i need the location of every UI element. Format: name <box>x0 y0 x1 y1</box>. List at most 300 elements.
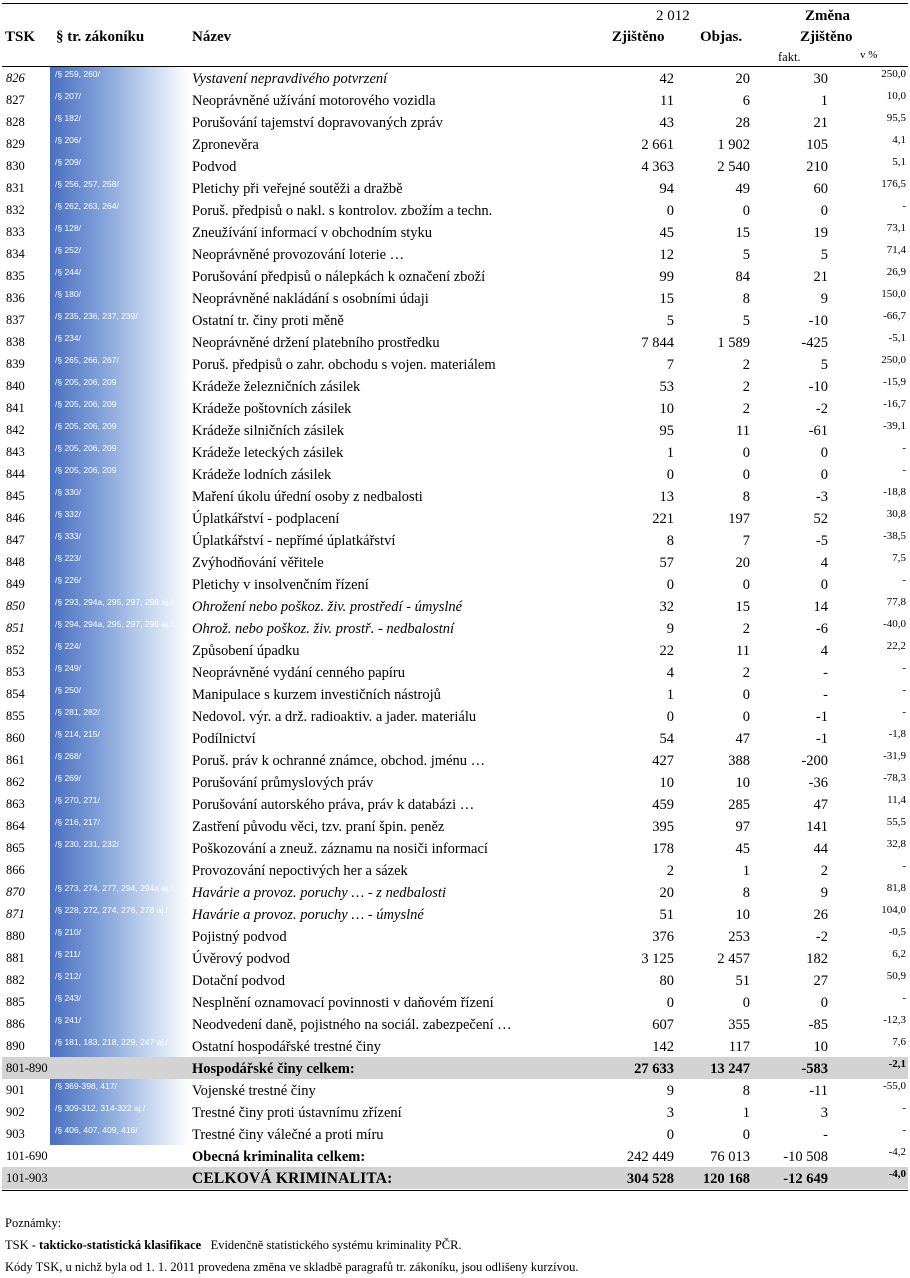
tsk-code: 866 <box>6 863 25 877</box>
table-row <box>2 89 908 111</box>
value-zmena-fakt: 105 <box>806 137 828 153</box>
tsk-code: 880 <box>6 929 25 943</box>
table-row <box>2 485 908 507</box>
paragraph-ref: /§ 223/ <box>55 553 81 563</box>
value-objasneno: 97 <box>735 819 750 835</box>
crime-name: Neoprávněné provozování loterie … <box>192 247 405 263</box>
table-row <box>2 595 908 617</box>
value-objasneno: 5 <box>742 247 750 263</box>
value-objasneno: 117 <box>728 1039 750 1055</box>
crime-name: Úvěrový podvod <box>192 951 290 967</box>
crime-name: Podílnictví <box>192 731 256 747</box>
value-zjisteno: 22 <box>659 643 674 659</box>
table-row <box>2 1035 908 1057</box>
paragraph-ref: /§ 211/ <box>55 949 81 959</box>
value-zjisteno: 20 <box>659 885 674 901</box>
paragraph-ref: /§ 206/ <box>55 135 81 145</box>
paragraph-ref: /§ 212/ <box>55 971 81 981</box>
value-zmena-pct: 77,8 <box>886 596 906 608</box>
value-zmena-fakt: -10 <box>808 379 828 395</box>
value-zmena-pct: 250,0 <box>881 354 906 366</box>
value-zmena-pct: - <box>902 992 906 1004</box>
value-zjisteno: 3 <box>666 1105 674 1121</box>
value-objasneno: 20 <box>735 555 750 571</box>
value-zmena-fakt: -1 <box>815 731 828 747</box>
value-zmena-fakt: 30 <box>813 71 828 87</box>
tsk-code: 834 <box>6 247 25 261</box>
paragraph-ref: /§ 262, 263, 264/ <box>55 201 119 211</box>
paragraph-ref: /§ 293, 294a, 295, 297, 298 aj./ <box>55 597 173 607</box>
table-row <box>2 1079 908 1101</box>
value-zmena-fakt: -583 <box>801 1061 828 1077</box>
value-zjisteno: 0 <box>666 995 674 1011</box>
tsk-code: 851 <box>6 621 25 635</box>
crime-table <box>2 67 908 1189</box>
value-objasneno: 10 <box>735 775 750 791</box>
crime-name: Manipulace s kurzem investičních nástrojů <box>192 687 441 703</box>
paragraph-ref: /§ 226/ <box>55 575 81 585</box>
value-zmena-pct: -4,0 <box>888 1168 906 1180</box>
paragraph-ref: /§ 259, 260/ <box>55 69 100 79</box>
value-zmena-fakt: 0 <box>820 203 828 219</box>
value-zmena-fakt: 5 <box>820 247 828 263</box>
value-zmena-pct: -40,0 <box>883 618 906 630</box>
tsk-code: 829 <box>6 137 25 151</box>
paragraph-ref: /§ 235, 236, 237, 239/ <box>55 311 138 321</box>
paragraph-ref: /§ 406, 407, 409, 416/ <box>55 1125 138 1135</box>
value-objasneno: 2 <box>742 621 750 637</box>
paragraph-ref: /§ 256, 257, 258/ <box>55 179 119 189</box>
value-zmena-fakt: -11 <box>809 1083 828 1099</box>
table-row <box>2 1167 908 1189</box>
value-zmena-fakt: 14 <box>813 599 828 615</box>
table-row <box>2 771 908 793</box>
crime-name: Poruš. předpisů o nakl. s kontrolov. zbožím a techn. <box>192 203 493 219</box>
tsk-code: 870 <box>6 885 25 899</box>
value-zjisteno: 42 <box>659 71 674 87</box>
value-zmena-fakt: 5 <box>820 357 828 373</box>
value-objasneno: 0 <box>742 445 750 461</box>
value-objasneno: 10 <box>735 907 750 923</box>
value-zjisteno: 459 <box>652 797 674 813</box>
tsk-code: 828 <box>6 115 25 129</box>
value-zjisteno: 242 449 <box>626 1149 674 1165</box>
value-zjisteno: 3 125 <box>641 951 674 967</box>
value-objasneno: 11 <box>736 643 750 659</box>
tsk-code: 863 <box>6 797 25 811</box>
value-zmena-pct: - <box>902 464 906 476</box>
table-row <box>2 727 908 749</box>
notes-tsk-dash: - <box>28 1238 40 1252</box>
tsk-code: 837 <box>6 313 25 327</box>
header-zmena-zjisteno: Zjištěno <box>800 29 853 45</box>
value-objasneno: 120 168 <box>702 1171 750 1187</box>
value-zjisteno: 10 <box>659 401 674 417</box>
value-objasneno: 20 <box>735 71 750 87</box>
paragraph-ref: /§ 252/ <box>55 245 81 255</box>
value-zjisteno: 15 <box>659 291 674 307</box>
value-objasneno: 8 <box>742 291 750 307</box>
value-zmena-pct: -78,3 <box>883 772 906 784</box>
value-zjisteno: 0 <box>666 1127 674 1143</box>
notes-tsk-line <box>5 1234 578 1256</box>
notes-tsk-abbr: TSK <box>5 1238 29 1252</box>
value-zmena-fakt: 10 <box>813 1039 828 1055</box>
tsk-code: 901 <box>6 1083 25 1097</box>
table-row <box>2 309 908 331</box>
table-row <box>2 903 908 925</box>
value-zmena-pct: -39,1 <box>883 420 906 432</box>
paragraph-ref: /§ 209/ <box>55 157 81 167</box>
value-zmena-pct: - <box>902 200 906 212</box>
tsk-code: 855 <box>6 709 25 723</box>
value-zmena-pct: -55,0 <box>883 1080 906 1092</box>
value-zmena-pct: - <box>902 1124 906 1136</box>
header-pct: v % <box>860 49 878 61</box>
crime-name: Úplatkářství - nepřímé úplatkářství <box>192 533 396 549</box>
value-zmena-pct: -66,7 <box>883 310 906 322</box>
crime-name: Poškozování a zneuž. záznamu na nosiči informací <box>192 841 488 857</box>
value-objasneno: 1 902 <box>717 137 750 153</box>
table-row <box>2 617 908 639</box>
value-objasneno: 1 <box>742 863 750 879</box>
value-zmena-fakt: 52 <box>813 511 828 527</box>
value-zmena-fakt: -3 <box>815 489 828 505</box>
tsk-code: 844 <box>6 467 25 481</box>
value-zmena-pct: 7,5 <box>892 552 906 564</box>
table-row <box>2 881 908 903</box>
paragraph-cell-background <box>50 859 190 881</box>
table-row <box>2 177 908 199</box>
value-zmena-pct: - <box>902 574 906 586</box>
tsk-code: 826 <box>6 71 25 85</box>
table-row <box>2 199 908 221</box>
bottom-rule <box>2 1190 908 1191</box>
value-zmena-fakt: - <box>823 665 828 681</box>
paragraph-ref: /§ 128/ <box>55 223 81 233</box>
value-zmena-pct: 6,2 <box>892 948 906 960</box>
value-zmena-fakt: 47 <box>813 797 828 813</box>
value-objasneno: 51 <box>735 973 750 989</box>
paragraph-ref: /§ 241/ <box>55 1015 81 1025</box>
notes-tsk-bold: takticko-statistická klasifikace <box>39 1238 202 1252</box>
notes-tsk-rest: Evidenčně statistického systému kriminality PČR. <box>201 1238 462 1252</box>
value-zmena-fakt: 9 <box>820 291 828 307</box>
crime-name: Porušování autorského práva, práv k databázi … <box>192 797 475 813</box>
value-objasneno: 0 <box>742 995 750 1011</box>
paragraph-ref: /§ 250/ <box>55 685 81 695</box>
value-zmena-fakt: 44 <box>813 841 828 857</box>
paragraph-ref: /§ 205, 206, 209 <box>55 399 117 409</box>
paragraph-ref: /§ 281, 282/ <box>55 707 100 717</box>
value-objasneno: 8 <box>742 489 750 505</box>
tsk-code: 871 <box>6 907 25 921</box>
value-objasneno: 2 457 <box>717 951 750 967</box>
table-row <box>2 793 908 815</box>
value-zmena-fakt: 2 <box>820 863 828 879</box>
paragraph-ref: /§ 210/ <box>55 927 81 937</box>
value-zjisteno: 607 <box>652 1017 674 1033</box>
notes-italic-line: Kódy TSK, u nichž byla od 1. 1. 2011 provedena změna ve skladbě paragrafů tr. zákoníku, jsou odlišeny kurzívou. <box>5 1260 579 1274</box>
value-zmena-pct: -1,8 <box>888 728 906 740</box>
value-zmena-pct: 4,1 <box>892 134 906 146</box>
value-zjisteno: 304 528 <box>626 1171 674 1187</box>
table-row <box>2 947 908 969</box>
value-objasneno: 8 <box>742 1083 750 1099</box>
top-rule <box>2 3 908 4</box>
paragraph-ref: /§ 181, 183, 218, 229, 247 aj./ <box>55 1037 168 1047</box>
header-tsk: TSK <box>5 29 36 45</box>
tsk-code: 831 <box>6 181 25 195</box>
tsk-code: 885 <box>6 995 25 1009</box>
tsk-code: 864 <box>6 819 25 833</box>
value-objasneno: 28 <box>735 115 750 131</box>
value-zjisteno: 8 <box>666 533 674 549</box>
tsk-code: 852 <box>6 643 25 657</box>
header-year: 2 012 <box>656 8 690 24</box>
paragraph-ref: /§ 234/ <box>55 333 81 343</box>
paragraph-ref: /§ 207/ <box>55 91 81 101</box>
value-zjisteno: 99 <box>659 269 674 285</box>
value-zjisteno: 32 <box>659 599 674 615</box>
value-zmena-fakt: -425 <box>801 335 828 351</box>
value-zmena-pct: 104,0 <box>881 904 906 916</box>
value-objasneno: 2 <box>742 379 750 395</box>
table-row <box>2 419 908 441</box>
paragraph-ref: /§ 332/ <box>55 509 81 519</box>
value-zmena-pct: - <box>902 662 906 674</box>
notes-title: Poznámky: <box>5 1216 62 1230</box>
tsk-code: 850 <box>6 599 25 613</box>
crime-name: Havárie a provoz. poruchy … - úmyslné <box>192 907 424 923</box>
tsk-code: 853 <box>6 665 25 679</box>
table-row <box>2 991 908 1013</box>
paragraph-ref: /§ 249/ <box>55 663 81 673</box>
value-objasneno: 49 <box>735 181 750 197</box>
table-row <box>2 155 908 177</box>
table-row <box>2 969 908 991</box>
crime-name: Porušování průmyslových práv <box>192 775 374 791</box>
value-zjisteno: 0 <box>666 467 674 483</box>
tsk-code: 848 <box>6 555 25 569</box>
table-row <box>2 507 908 529</box>
value-zmena-pct: -12,3 <box>883 1014 906 1026</box>
value-objasneno: 285 <box>728 797 750 813</box>
crime-name: Ohrožení nebo poškoz. živ. prostředí - úmyslné <box>192 599 463 615</box>
table-row <box>2 331 908 353</box>
table-row <box>2 1123 908 1145</box>
crime-name: Maření úkolu úřední osoby z nedbalosti <box>192 489 423 505</box>
value-zjisteno: 27 633 <box>634 1061 674 1077</box>
crime-name: Obecná kriminalita celkem: <box>192 1149 366 1165</box>
value-zmena-pct: 26,9 <box>886 266 906 278</box>
table-row <box>2 397 908 419</box>
header-objas: Objas. <box>700 29 743 45</box>
value-zmena-fakt: 141 <box>806 819 828 835</box>
notes <box>5 1212 578 1278</box>
crime-name: Dotační podvod <box>192 973 286 989</box>
value-zmena-pct: -5,1 <box>888 332 906 344</box>
crime-name: Pletichy v insolvenčním řízení <box>192 577 369 593</box>
value-zmena-pct: -0,5 <box>888 926 906 938</box>
paragraph-ref: /§ 230, 231, 232/ <box>55 839 119 849</box>
value-objasneno: 6 <box>742 93 750 109</box>
value-zjisteno: 1 <box>666 445 674 461</box>
paragraph-ref: /§ 216, 217/ <box>55 817 100 827</box>
value-zjisteno: 11 <box>660 93 674 109</box>
value-zmena-fakt: -36 <box>808 775 828 791</box>
table-row <box>2 573 908 595</box>
value-zmena-fakt: 26 <box>813 907 828 923</box>
value-zjisteno: 13 <box>659 489 674 505</box>
header-zmena: Změna <box>805 8 850 24</box>
value-zmena-fakt: 0 <box>820 467 828 483</box>
paragraph-ref: /§ 205, 206, 209 <box>55 377 117 387</box>
value-zmena-pct: - <box>902 706 906 718</box>
table-row <box>2 463 908 485</box>
value-zjisteno: 142 <box>652 1039 674 1055</box>
paragraph-ref: /§ 265, 266, 267/ <box>55 355 119 365</box>
value-zmena-fakt: -5 <box>815 533 828 549</box>
value-objasneno: 0 <box>742 577 750 593</box>
tsk-code: 881 <box>6 951 25 965</box>
value-objasneno: 15 <box>735 599 750 615</box>
value-objasneno: 2 <box>742 357 750 373</box>
paragraph-ref: /§ 224/ <box>55 641 81 651</box>
tsk-code: 830 <box>6 159 25 173</box>
tsk-code: 839 <box>6 357 25 371</box>
crime-name: Krádeže lodních zásilek <box>192 467 332 483</box>
value-zmena-fakt: 21 <box>813 269 828 285</box>
value-zjisteno: 178 <box>652 841 674 857</box>
value-zjisteno: 95 <box>659 423 674 439</box>
crime-name: Vystavení nepravdivého potvrzení <box>192 71 388 87</box>
tsk-code: 860 <box>6 731 25 745</box>
value-zjisteno: 57 <box>659 555 674 571</box>
crime-name: Poruš. předpisů o zahr. obchodu s vojen. materiálem <box>192 357 496 373</box>
crime-name: Úplatkářství - podplacení <box>192 511 340 527</box>
value-zjisteno: 45 <box>659 225 674 241</box>
table-row <box>2 683 908 705</box>
table-row <box>2 749 908 771</box>
crime-name: Neoprávněné držení platebního prostředku <box>192 335 440 351</box>
tsk-code: 801-890 <box>6 1061 48 1075</box>
crime-name: Poruš. práv k ochranné známce, obchod. jménu … <box>192 753 486 769</box>
value-zjisteno: 427 <box>652 753 674 769</box>
value-zmena-pct: 32,8 <box>886 838 906 850</box>
value-zmena-fakt: -6 <box>815 621 828 637</box>
value-objasneno: 355 <box>728 1017 750 1033</box>
table-row <box>2 529 908 551</box>
paragraph-ref: /§ 369-398, 417/ <box>55 1081 117 1091</box>
tsk-code: 902 <box>6 1105 25 1119</box>
value-zmena-fakt: 60 <box>813 181 828 197</box>
value-objasneno: 197 <box>728 511 750 527</box>
value-zmena-fakt: 210 <box>806 159 828 175</box>
value-zjisteno: 43 <box>659 115 674 131</box>
value-objasneno: 13 247 <box>710 1061 750 1077</box>
table-row <box>2 661 908 683</box>
value-zmena-pct: -18,8 <box>883 486 906 498</box>
crime-name: Provozování nepoctivých her a sázek <box>192 863 408 879</box>
crime-name: Zneužívání informací v obchodním styku <box>192 225 433 241</box>
value-zjisteno: 53 <box>659 379 674 395</box>
crime-name: Krádeže poštovních zásilek <box>192 401 352 417</box>
value-zmena-fakt: 3 <box>820 1105 828 1121</box>
value-zmena-pct: -15,9 <box>883 376 906 388</box>
value-zmena-pct: 71,4 <box>886 244 906 256</box>
value-zmena-pct: -16,7 <box>883 398 906 410</box>
value-objasneno: 11 <box>736 423 750 439</box>
crime-name: Neoprávněné nakládání s osobními údaji <box>192 291 429 307</box>
tsk-code: 886 <box>6 1017 25 1031</box>
value-zmena-fakt: -1 <box>815 709 828 725</box>
value-zmena-fakt: 19 <box>813 225 828 241</box>
value-objasneno: 0 <box>742 1127 750 1143</box>
value-objasneno: 2 <box>742 665 750 681</box>
value-objasneno: 2 540 <box>717 159 750 175</box>
tsk-code: 854 <box>6 687 25 701</box>
table-row <box>2 837 908 859</box>
value-zmena-pct: -2,1 <box>888 1058 906 1070</box>
value-zmena-fakt: 1 <box>820 93 828 109</box>
crime-name: Ohrož. nebo poškoz. živ. prostř. - nedbalostní <box>192 621 455 637</box>
table-row <box>2 551 908 573</box>
table-row <box>2 221 908 243</box>
table-row <box>2 243 908 265</box>
value-zjisteno: 376 <box>652 929 674 945</box>
table-row <box>2 375 908 397</box>
value-objasneno: 1 589 <box>717 335 750 351</box>
value-zmena-fakt: -2 <box>815 401 828 417</box>
value-zmena-pct: 50,9 <box>886 970 906 982</box>
value-zmena-fakt: -10 508 <box>783 1149 828 1165</box>
value-zjisteno: 2 661 <box>641 137 674 153</box>
value-zjisteno: 395 <box>652 819 674 835</box>
value-objasneno: 0 <box>742 687 750 703</box>
paragraph-ref: /§ 268/ <box>55 751 81 761</box>
crime-name: Podvod <box>192 159 237 175</box>
table-row <box>2 925 908 947</box>
paragraph-ref: /§ 244/ <box>55 267 81 277</box>
value-zmena-pct: 30,8 <box>886 508 906 520</box>
tsk-code: 835 <box>6 269 25 283</box>
value-zmena-fakt: 4 <box>820 643 828 659</box>
paragraph-ref: /§ 228, 272, 274, 276, 278 aj./ <box>55 905 168 915</box>
crime-name: Ostatní hospodářské trestné činy <box>192 1039 381 1055</box>
value-zjisteno: 80 <box>659 973 674 989</box>
value-zmena-fakt: 0 <box>820 445 828 461</box>
paragraph-ref: /§ 270, 271/ <box>55 795 100 805</box>
value-objasneno: 0 <box>742 203 750 219</box>
tsk-code: 841 <box>6 401 25 415</box>
paragraph-ref: /§ 205, 206, 209 <box>55 421 117 431</box>
tsk-code: 827 <box>6 93 25 107</box>
header-zjisteno: Zjištěno <box>612 29 665 45</box>
value-zjisteno: 0 <box>666 577 674 593</box>
value-zmena-pct: 150,0 <box>881 288 906 300</box>
crime-name: Způsobení úpadku <box>192 643 300 659</box>
tsk-code: 890 <box>6 1039 25 1053</box>
tsk-code: 903 <box>6 1127 25 1141</box>
table-row <box>2 1145 908 1167</box>
value-zmena-fakt: 9 <box>820 885 828 901</box>
value-zmena-pct: -4,2 <box>888 1146 906 1158</box>
value-zjisteno: 1 <box>666 687 674 703</box>
value-objasneno: 5 <box>742 313 750 329</box>
tsk-code: 847 <box>6 533 25 547</box>
value-zmena-fakt: -61 <box>808 423 828 439</box>
